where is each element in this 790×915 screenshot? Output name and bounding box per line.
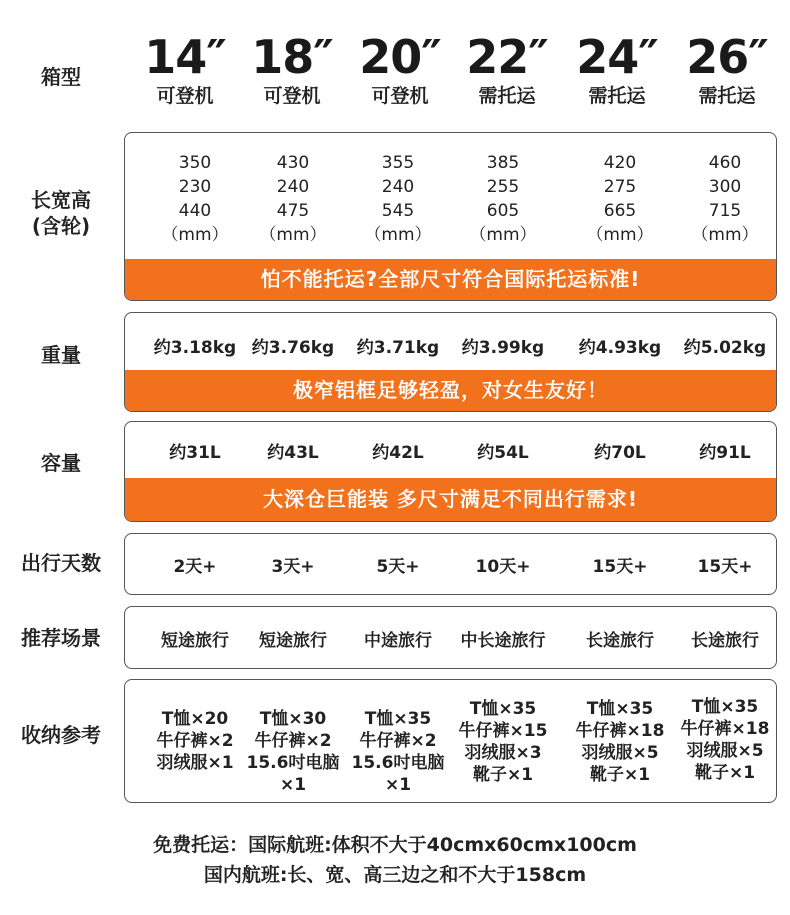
storage-cell	[565, 698, 675, 786]
days-value: 10天+	[475, 557, 531, 577]
dimensions-banner: 怕不能托运?全部尺寸符合国际托运标准!	[125, 259, 776, 300]
row-label-days: 出行天数	[21, 551, 101, 575]
storage-item: 牛仔裤×2	[156, 731, 234, 751]
storage-item: T恤×35	[691, 697, 759, 717]
width-value: 240	[381, 177, 415, 197]
row-label-dimensions	[0, 187, 122, 239]
dimensions-cell	[448, 151, 558, 247]
scenario-box	[124, 606, 777, 669]
size-boarding-note: 需托运	[588, 85, 646, 107]
storage-item: 15.6吋电脑	[246, 753, 340, 773]
storage-item: 靴子×1	[694, 763, 756, 783]
size-number: 18″	[251, 30, 333, 84]
width-value: 230	[178, 177, 212, 197]
weight-value: 约3.99kg	[461, 338, 545, 358]
storage-item: T恤×35	[469, 699, 537, 719]
storage-item: 羽绒服×5	[686, 741, 764, 761]
unit-label: （mm）	[691, 225, 759, 245]
capacity-value: 约31L	[169, 443, 221, 463]
storage-item: T恤×30	[259, 709, 327, 729]
storage-item: 牛仔裤×15	[458, 721, 548, 741]
storage-item: 羽绒服×1	[156, 753, 234, 773]
height-value: 475	[276, 201, 310, 221]
weight-banner: 极窄铝框足够轻盈，对女生友好！	[125, 370, 776, 411]
dimensions-cell	[670, 151, 777, 247]
row-label-capacity: 容量	[41, 451, 81, 475]
capacity-value: 约43L	[267, 443, 319, 463]
footer-international-note: 免费托运：国际航班:体积不大于40cmx60cmx100cm	[153, 834, 637, 856]
size-number: 26″	[686, 30, 768, 84]
capacity-value: 约54L	[477, 443, 529, 463]
length-value: 460	[708, 153, 742, 173]
width-value: 255	[486, 177, 520, 197]
capacity-value: 约91L	[699, 443, 751, 463]
storage-item: ×1	[279, 775, 307, 795]
row-label-case-type: 箱型	[41, 65, 81, 89]
days-box	[124, 533, 777, 595]
height-value: 715	[708, 201, 742, 221]
size-number: 24″	[576, 30, 658, 84]
unit-label: （mm）	[586, 225, 654, 245]
height-value: 665	[603, 201, 637, 221]
height-value: 605	[486, 201, 520, 221]
storage-item: T恤×35	[364, 709, 432, 729]
storage-cell	[238, 708, 348, 796]
days-value: 15天+	[697, 557, 753, 577]
storage-cell	[140, 708, 250, 774]
row-label-weight: 重量	[41, 343, 81, 367]
size-column-24	[562, 30, 672, 108]
weight-value: 约3.76kg	[251, 338, 335, 358]
scenario-value: 长途旅行	[586, 631, 654, 651]
storage-cell	[448, 698, 558, 786]
size-boarding-note: 可登机	[371, 85, 429, 107]
unit-label: （mm）	[469, 225, 537, 245]
storage-cell	[670, 696, 777, 784]
size-column-14	[130, 30, 240, 108]
storage-item: 靴子×1	[589, 765, 651, 785]
size-boarding-note: 需托运	[698, 85, 756, 107]
unit-label: （mm）	[364, 225, 432, 245]
size-column-22	[452, 30, 562, 108]
days-value: 5天+	[376, 557, 420, 577]
size-boarding-note: 可登机	[156, 85, 214, 107]
weight-value: 约4.93kg	[578, 338, 662, 358]
dimensions-cell	[565, 151, 675, 247]
dimensions-cell	[140, 151, 250, 247]
capacity-value: 约70L	[594, 443, 646, 463]
storage-item: 羽绒服×3	[464, 743, 542, 763]
scenario-value: 中途旅行	[364, 631, 432, 651]
weight-box	[124, 312, 777, 412]
scenario-value: 短途旅行	[259, 631, 327, 651]
length-value: 420	[603, 153, 637, 173]
length-value: 385	[486, 153, 520, 173]
height-value: 545	[381, 201, 415, 221]
storage-item: 靴子×1	[472, 765, 534, 785]
size-boarding-note: 需托运	[478, 85, 536, 107]
width-value: 240	[276, 177, 310, 197]
length-value: 350	[178, 153, 212, 173]
capacity-banner: 大深仓巨能装 多尺寸满足不同出行需求!	[125, 478, 776, 521]
length-value: 355	[381, 153, 415, 173]
size-number: 20″	[359, 30, 441, 84]
dimensions-cell	[238, 151, 348, 247]
weight-value: 约5.02kg	[683, 338, 767, 358]
unit-label: （mm）	[259, 225, 327, 245]
dimensions-box	[124, 132, 777, 301]
storage-item: 牛仔裤×18	[575, 721, 665, 741]
weight-value: 约3.18kg	[153, 338, 237, 358]
storage-item: T恤×20	[161, 709, 229, 729]
size-column-26	[672, 30, 782, 108]
storage-cell	[343, 708, 453, 796]
days-value: 2天+	[173, 557, 217, 577]
storage-item: ×1	[384, 775, 412, 795]
row-label-storage: 收纳参考	[21, 723, 101, 747]
size-number: 22″	[466, 30, 548, 84]
size-column-18	[237, 30, 347, 108]
row-label-line: 长宽高	[31, 188, 91, 212]
days-value: 3天+	[271, 557, 315, 577]
size-column-20	[345, 30, 455, 108]
size-number: 14″	[144, 30, 226, 84]
capacity-value: 约42L	[372, 443, 424, 463]
unit-label: （mm）	[161, 225, 229, 245]
storage-item: 牛仔裤×2	[254, 731, 332, 751]
storage-item: 牛仔裤×2	[359, 731, 437, 751]
row-label-line: (含轮)	[31, 214, 91, 238]
storage-item: T恤×35	[586, 699, 654, 719]
width-value: 300	[708, 177, 742, 197]
row-label-scenario: 推荐场景	[21, 626, 101, 650]
storage-box	[124, 679, 777, 803]
footer-domestic-note: 国内航班:长、宽、高三边之和不大于158cm	[203, 864, 587, 886]
storage-item: 15.6吋电脑	[351, 753, 445, 773]
days-value: 15天+	[592, 557, 648, 577]
size-boarding-note: 可登机	[263, 85, 321, 107]
height-value: 440	[178, 201, 212, 221]
scenario-value: 长途旅行	[691, 631, 759, 651]
dimensions-cell	[343, 151, 453, 247]
weight-value: 约3.71kg	[356, 338, 440, 358]
capacity-box	[124, 421, 777, 522]
scenario-value: 中长途旅行	[460, 631, 546, 651]
storage-item: 牛仔裤×18	[680, 719, 770, 739]
scenario-value: 短途旅行	[161, 631, 229, 651]
storage-item: 羽绒服×5	[581, 743, 659, 763]
width-value: 275	[603, 177, 637, 197]
length-value: 430	[276, 153, 310, 173]
